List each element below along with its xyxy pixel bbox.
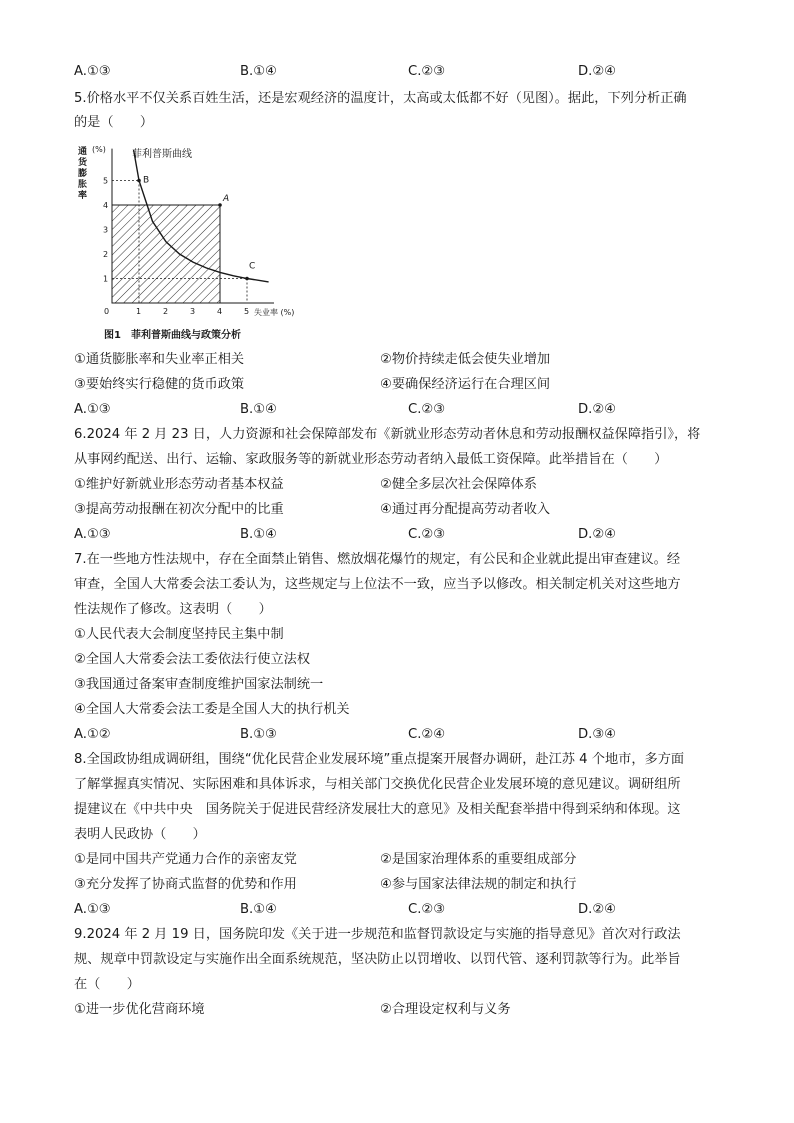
point-b	[137, 179, 141, 183]
q9-stem-line: 规、规章中罚款设定与实施作出全面系统规范，坚决防止以罚增收、以罚代管、逐利罚款等行为。此举旨	[74, 952, 681, 967]
y-label-char: 胀	[78, 180, 88, 190]
q8-stem-line: 提建议在《中共中央 国务院关于促进民营经济发展壮大的意见》及相关配套举措中得到采纳和体现。这	[74, 802, 681, 817]
q7-option-a: A.①②	[74, 727, 111, 742]
x-tick-labels	[104, 307, 249, 316]
q7-statement-2: ②全国人大常委会法工委依法行使立法权	[74, 652, 311, 667]
y-tick-label: 4	[103, 201, 109, 210]
q8-option-b: B.①④	[240, 902, 277, 917]
q7-stem-line: 审查，全国人大常委会法工委认为，这些规定与上位法不一致，应当予以修改。相关制定机关对这些地方	[74, 577, 681, 592]
q5-statement-1: ①通货膨胀率和失业率正相关	[74, 352, 245, 367]
y-tick-label: 1	[103, 274, 109, 284]
q7-option-c: C.②④	[408, 727, 446, 742]
x-tick-label: 0	[104, 307, 110, 316]
point-a	[218, 203, 222, 207]
q8-stem-line: 表明人民政协（ ）	[74, 827, 206, 842]
q6-option-d: D.②④	[578, 527, 616, 542]
point-label-c: C	[249, 261, 256, 272]
phillips-curve-chart	[74, 140, 324, 350]
q7-statement-1: ①人民代表大会制度坚持民主集中制	[74, 627, 284, 642]
q8-option-a: A.①③	[74, 902, 111, 917]
q5-option-a: A.①③	[74, 402, 111, 417]
q5-statement-3: ③要始终实行稳健的货币政策	[74, 377, 245, 392]
chart-title: 菲利普斯曲线	[132, 149, 192, 160]
y-axis-unit: (%)	[92, 145, 106, 154]
q5-statement-2: ②物价持续走低会使失业增加	[380, 352, 551, 367]
q6-statement-4: ④通过再分配提高劳动者收入	[380, 502, 551, 517]
q7-statement-4: ④全国人大常委会法工委是全国人大的执行机关	[74, 702, 350, 717]
q8-stem-line: 8.全国政协组成调研组，围绕“优化民营企业发展环境”重点提案开展督办调研，赴江苏 4 个地市，多方面	[74, 752, 685, 767]
q8-statement-2: ②是国家治理体系的重要组成部分	[380, 852, 577, 867]
q6-statement-3: ③提高劳动报酬在初次分配中的比重	[74, 502, 284, 517]
point-label-b: B	[143, 175, 150, 186]
chart-caption: 图1 菲利普斯曲线与政策分析	[104, 330, 241, 341]
q7-statement-3: ③我国通过备案审查制度维护国家法制统一	[74, 677, 324, 692]
q4-option-b: B.①④	[240, 64, 277, 79]
q6-option-a: A.①③	[74, 527, 111, 542]
y-label-char: 货	[78, 158, 88, 168]
q5-option-b: B.①④	[240, 402, 277, 417]
x-tick-label: 5	[244, 307, 250, 316]
x-tick-label: 1	[136, 307, 142, 316]
q9-statement-1: ①进一步优化营商环境	[74, 1002, 205, 1017]
q7-option-b: B.①③	[240, 727, 277, 742]
q5-stem-line: 5.价格水平不仅关系百姓生活，还是宏观经济的温度计，太高或太低都不好（见图）。据此，下列分析正确	[74, 91, 687, 106]
q9-stem-line: 9.2024 年 2 月 19 日，国务院印发《关于进一步规范和监督罚款设定与实施的指导意见》首次对行政法	[74, 927, 681, 942]
q4-option-a: A.①③	[74, 64, 111, 79]
point-label-a: A	[223, 194, 230, 204]
y-tick-label: 5	[103, 176, 109, 186]
y-label-char: 通	[78, 147, 88, 157]
q6-stem-line: 6.2024 年 2 月 23 日，人力资源和社会保障部发布《新就业形态劳动者休息和劳动报酬权益保障指引》，将	[74, 427, 701, 442]
y-tick-label: 3	[103, 225, 109, 235]
q4-option-d: D.②④	[578, 64, 616, 79]
q5-stem-line: 的是（ ）	[74, 115, 154, 130]
q6-statement-1: ①维护好新就业形态劳动者基本权益	[74, 477, 284, 492]
q7-stem-line: 性法规作了修改。这表明（ ）	[74, 602, 272, 617]
y-label-char: 膨	[78, 169, 88, 179]
x-tick-label: 4	[217, 307, 223, 316]
q5-option-d: D.②④	[578, 402, 616, 417]
y-label-char: 率	[78, 191, 88, 201]
y-axis-label	[78, 145, 88, 201]
q7-option-d: D.③④	[578, 727, 616, 742]
y-tick-labels	[103, 177, 108, 284]
x-tick-label: 3	[190, 307, 196, 316]
q8-option-d: D.②④	[578, 902, 616, 917]
q9-stem-line: 在（ ）	[74, 977, 140, 992]
y-tick-label: 2	[103, 250, 109, 259]
q6-option-c: C.②③	[408, 527, 446, 542]
point-c	[245, 277, 249, 281]
q6-option-b: B.①④	[240, 527, 277, 542]
q6-statement-2: ②健全多层次社会保障体系	[380, 477, 537, 492]
x-axis-label: 失业率 (%)	[254, 308, 295, 317]
q9-statement-2: ②合理设定权利与义务	[380, 1002, 511, 1017]
q8-statement-4: ④参与国家法律法规的制定和执行	[380, 877, 577, 892]
x-tick-label: 2	[163, 307, 169, 316]
q8-option-c: C.②③	[408, 902, 446, 917]
q6-stem-line: 从事网约配送、出行、运输、家政服务等的新就业形态劳动者纳入最低工资保障。此举措旨在（ ）	[74, 452, 668, 467]
q8-stem-line: 了解掌握真实情况、实际困难和具体诉求，与相关部门交换优化民营企业发展环境的意见建议。调研组所	[74, 777, 681, 792]
q8-statement-1: ①是同中国共产党通力合作的亲密友党	[74, 852, 297, 867]
q4-option-c: C.②③	[408, 64, 446, 79]
q7-stem-line: 7.在一些地方性法规中，存在全面禁止销售、燃放烟花爆竹的规定，有公民和企业就此提出审查建议。经	[74, 552, 681, 567]
shaded-region	[112, 205, 220, 303]
q5-statement-4: ④要确保经济运行在合理区间	[380, 377, 551, 392]
q8-statement-3: ③充分发挥了协商式监督的优势和作用	[74, 877, 297, 892]
q5-option-c: C.②③	[408, 402, 446, 417]
